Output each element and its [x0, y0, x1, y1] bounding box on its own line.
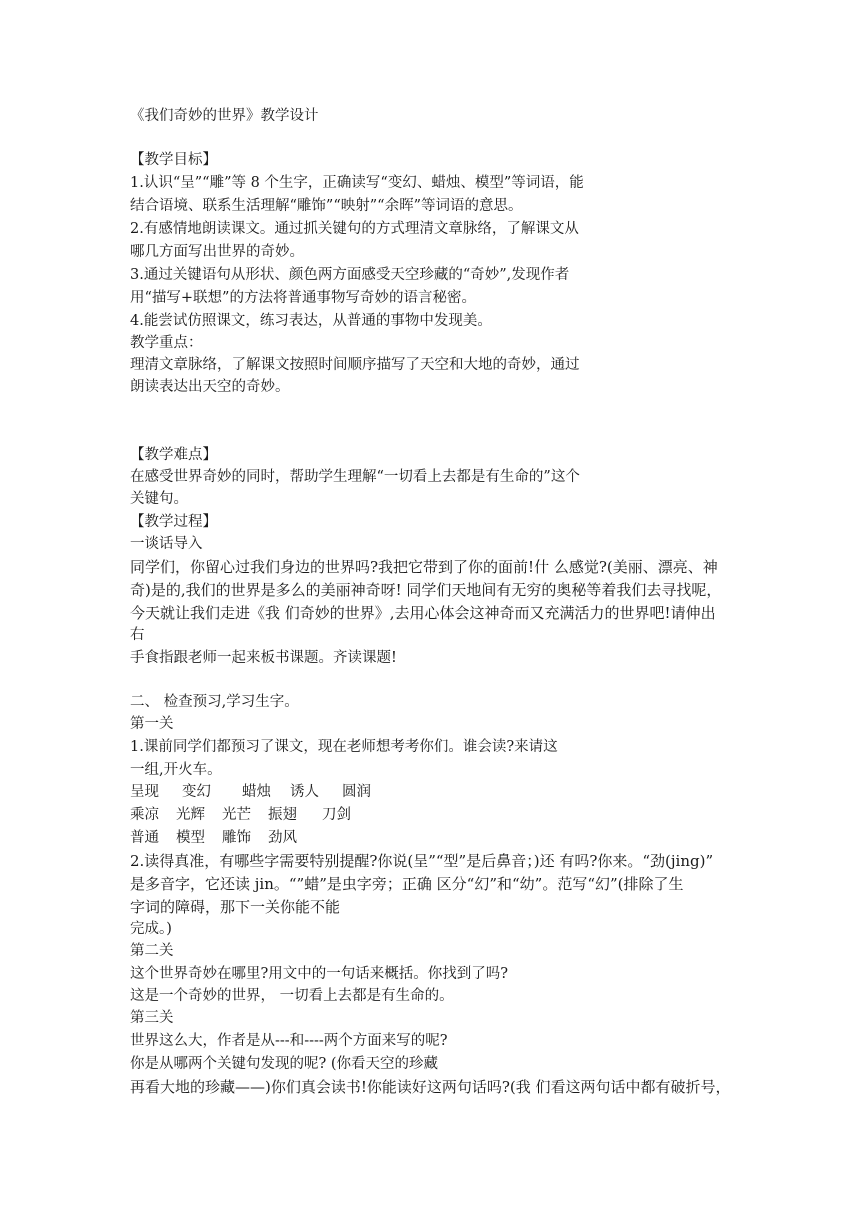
level-1-line-2: 一组,开火车。	[130, 762, 222, 778]
word: 变幻	[182, 784, 211, 800]
goal-3-line-1: 3.通过关键语句从形状、颜色两方面感受天空珍藏的“奇妙”,发现作者	[130, 267, 570, 283]
intro-line-2: 奇)是的,我们的世界是多么的美丽神奇呀! 同学们天地间有无穷的奥秘等着我们去寻找呢，	[130, 581, 722, 599]
intro-line-1: 同学们，你留心过我们身边的世界吗?我把它带到了你的面前!什 么感觉?(美丽、漂亮、神	[130, 558, 718, 576]
level-2-line-1: 这个世界奇妙在哪里?用文中的一句话来概括。你找到了吗?	[130, 966, 509, 982]
word: 蜡烛	[242, 784, 271, 800]
level-1-line-4: 是多音字，它还读 jin。“”蜡”是虫字旁；正确 区分“幻”和“幼”。范写“幻”(排除了生	[130, 875, 684, 893]
intro-line-4: 右	[130, 627, 145, 643]
difficulty-line-2: 关键句。	[130, 491, 188, 507]
key-points-label: 教学重点：	[130, 335, 203, 351]
level-1-line-5: 字词的障碍，那下一关你能不能	[130, 898, 341, 916]
word: 刀剑	[322, 807, 351, 823]
key-points-line-1: 理清文章脉络，了解课文按照时间顺序描写了天空和大地的奇妙，通过	[130, 357, 580, 373]
level-1-title: 第一关	[130, 716, 174, 732]
section-1-title: 一谈话导入	[130, 536, 203, 552]
process-heading: 【教学过程】	[130, 514, 217, 530]
level-3-line-1: 世界这么大，作者是从---和----两个方面来写的呢?	[130, 1033, 448, 1049]
goal-3-line-2: 用“描写+联想”的方法将普通事物写奇妙的语言秘密。	[130, 290, 476, 306]
word-row-1	[130, 782, 371, 802]
word: 雕饰	[222, 830, 251, 846]
goal-1-line-2: 结合语境、联系生活理解“雕饰”“映射”“余晖”等词语的意思。	[130, 198, 523, 214]
goal-4: 4.能尝试仿照课文，练习表达，从普通的事物中发现美。	[130, 313, 492, 329]
goal-2-line-2: 哪几方面写出世界的奇妙。	[130, 244, 304, 260]
level-1-line-3: 2.读得真准，有哪些字需要特别提醒?你说(呈”“型”是后鼻音；)还 有吗?你来。“劲(jing)”	[130, 852, 714, 870]
goals-heading: 【教学目标】	[130, 152, 217, 168]
word: 普通	[130, 830, 159, 846]
level-1-line-1: 1.课前同学们都预习了课文，现在老师想考考你们。谁会读?来请这	[130, 739, 558, 755]
level-1-line-6: 完成。)	[130, 921, 172, 937]
word: 呈现	[130, 784, 159, 800]
word: 乘凉	[130, 807, 159, 823]
word: 劲风	[268, 830, 297, 846]
word: 光芒	[222, 807, 251, 823]
word: 圆润	[342, 784, 371, 800]
word: 振翅	[268, 807, 297, 823]
level-3-title: 第三关	[130, 1010, 174, 1026]
goal-2-line-1: 2.有感情地朗读课文。通过抓关键句的方式理清文章脉络，了解课文从	[130, 221, 579, 237]
document-title: 《我们奇妙的世界》教学设计	[130, 108, 319, 124]
section-2-title: 二、 检查预习,学习生字。	[130, 694, 299, 710]
level-2-line-2: 这是一个奇妙的世界， 一切看上去都是有生命的。	[130, 988, 454, 1004]
level-2-title: 第二关	[130, 943, 174, 959]
difficulty-line-1: 在感受世界奇妙的同时，帮助学生理解“一切看上去都是有生命的”这个	[130, 469, 580, 485]
level-3-line-3: 再看大地的珍藏——)你们真会读书!你能读好这两句话吗?(我 们看这两句话中都有破折号，	[130, 1078, 731, 1096]
goal-1-line-1: 1.认识“呈”“雕”等 8 个生字，正确读写“变幻、蜡烛、模型”等词语，能	[130, 175, 584, 191]
word: 模型	[176, 830, 205, 846]
intro-line-3: 今天就让我们走进《我 们奇妙的世界》,去用心体会这神奇而又充满活力的世界吧!请伸出	[130, 604, 716, 622]
word-row-2	[130, 805, 351, 825]
word-row-3	[130, 828, 297, 848]
difficulty-heading: 【教学难点】	[130, 447, 217, 463]
word: 光辉	[176, 807, 205, 823]
key-points-line-2: 朗读表达出天空的奇妙。	[130, 379, 290, 395]
word: 诱人	[290, 784, 319, 800]
level-3-line-2: 你是从哪两个关键句发现的呢? (你看天空的珍藏	[130, 1056, 439, 1072]
intro-line-5: 手食指跟老师一起来板书课题。齐读课题!	[130, 650, 397, 666]
